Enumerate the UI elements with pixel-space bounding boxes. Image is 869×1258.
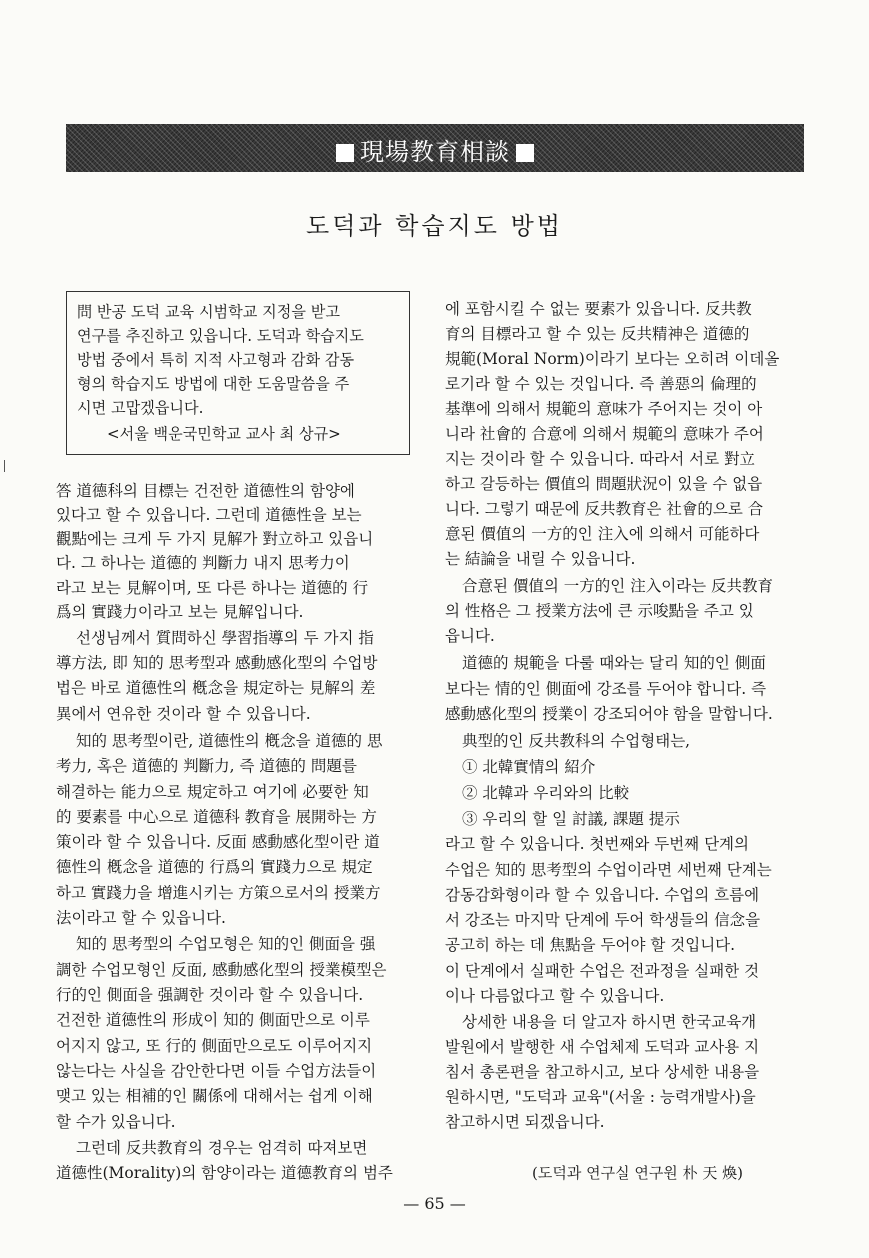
author-signature: (도덕과 연구실 연구원 朴 天 煥) — [532, 1164, 743, 1182]
answer-line: 道德的 規範을 다룰 때와는 달리 知的인 側面 — [462, 654, 766, 672]
answer-line: 원하시면, "도덕과 교육"(서울 : 능력개발사)을 — [445, 1088, 756, 1106]
answer-line: 공고히 하는 데 焦點을 두어야 할 것입니다. — [445, 936, 736, 954]
answer-line: 있다고 할 수 있읍니다. 그런데 道德性을 보는 — [56, 506, 362, 524]
banner-title: 現場教育相談 — [66, 132, 804, 167]
answer-line: 觀點에는 크게 두 가지 見解가 對立하고 있읍니 — [56, 530, 374, 548]
answer-line: 라고 보는 見解이며, 또 다른 하나는 道德的 行 — [56, 579, 369, 597]
question-line: 방법 중에서 특히 지적 사고형과 감화 감동 — [77, 351, 355, 369]
answer-line: 意된 價值의 一方的인 注入에 의해서 可能하다 — [445, 525, 760, 543]
answer-line: 다. 그 하나는 道德的 判斷力 내지 思考力이 — [56, 554, 350, 572]
answer-line: 는 結論을 내릴 수 있읍니다. — [445, 550, 636, 568]
answer-line: 하고 갈등하는 價值의 問題狀況이 있을 수 없읍 — [445, 475, 763, 493]
answer-line: 니라 社會的 合意에 의해서 規範의 意味가 주어 — [445, 425, 764, 443]
answer-line: 법은 바로 道德性의 槪念을 規定하는 見解의 差 — [56, 679, 376, 697]
square-bullet-icon — [516, 144, 534, 162]
answer-line: 할 수가 있읍니다. — [56, 1113, 176, 1131]
answer-line: 보다는 情的인 側面에 강조를 두어야 합니다. 즉 — [445, 680, 767, 698]
answer-line: 지는 것이라 할 수 있읍니다. 따라서 서로 對立 — [445, 450, 755, 468]
answer-line: 規範(Moral Norm)이라기 보다는 오히려 이데올 — [445, 350, 780, 368]
square-bullet-icon — [336, 144, 354, 162]
answer-line: 育의 目標라고 할 수 있는 反共精神은 道德的 — [445, 325, 750, 343]
section-banner — [66, 124, 804, 172]
answer-line: 知的 思考型이란, 道德性의 槪念을 道德的 思 — [76, 732, 383, 750]
answer-line: 合意된 價值의 一方的인 注入이라는 反共教育 — [462, 577, 774, 595]
answer-line: 異에서 연유한 것이라 할 수 있읍니다. — [56, 705, 311, 723]
answer-line: 상세한 내용을 더 알고자 하시면 한국교육개 — [462, 1013, 757, 1031]
list-item: ③ 우리의 할 일 討議, 課題 提示 — [462, 810, 680, 828]
answer-line: 침서 총론편을 참고하시고, 보다 상세한 내용을 — [445, 1063, 760, 1081]
answer-line: 答 道德科의 目標는 건전한 道德性의 함양에 — [56, 482, 355, 500]
question-line: 問 반공 도덕 교육 시범학교 지정을 받고 — [77, 303, 341, 321]
answer-line: 그런데 反共教育의 경우는 엄격히 따져보면 — [76, 1139, 368, 1157]
answer-line: 선생님께서 質問하신 學習指導의 두 가지 指 — [76, 629, 374, 647]
question-author: <서울 백운국민학교 교사 최 상규> — [107, 425, 341, 443]
answer-line: 로기라 할 수 있는 것입니다. 즉 善惡의 倫理的 — [445, 375, 757, 393]
answer-line: 的 要素를 中心으로 道德科 教育을 展開하는 方 — [56, 808, 377, 826]
answer-line: 法이라고 할 수 있읍니다. — [56, 909, 226, 927]
answer-line: 에 포함시킬 수 없는 要素가 있읍니다. 反共教 — [445, 300, 752, 318]
article-title: 도덕과 학습지도 방법 — [306, 212, 563, 240]
question-line: 연구를 추진하고 있읍니다. 도덕과 학습지도 — [77, 327, 364, 345]
answer-line: 라고 할 수 있읍니다. 첫번째와 두번째 단계의 — [445, 835, 750, 853]
answer-line: 의 性格은 그 授業方法에 큰 示唆點을 주고 있 — [445, 602, 754, 620]
answer-line: 감동감화형이라 할 수 있읍니다. 수업의 흐름에 — [445, 886, 760, 904]
answer-line: 니다. 그렇기 때문에 反共教育은 社會的으로 合 — [445, 500, 764, 518]
answer-line: 읍니다. — [445, 627, 495, 645]
answer-line: 策이라 할 수 있읍니다. 反面 感動感化型이란 道 — [56, 833, 380, 851]
answer-line: 爲의 實踐力이라고 보는 見解입니다. — [56, 603, 304, 621]
margin-mark — [4, 460, 5, 472]
answer-line: 건전한 道德性의 形成이 知的 側面만으로 이루 — [56, 1011, 370, 1029]
question-line: 형의 학습지도 방법에 대한 도움말씀을 주 — [77, 375, 350, 393]
answer-line: 발원에서 발행한 새 수업체제 도덕과 교사용 지 — [445, 1038, 760, 1056]
answer-line: 德性의 槪念을 道德的 行爲의 實踐力으로 規定 — [56, 858, 373, 876]
answer-line: 行的인 側面을 强調한 것이라 할 수 있읍니다. — [56, 986, 364, 1004]
answer-line: 考力, 혹은 道德的 判斷力, 즉 道德的 問題를 — [56, 757, 357, 775]
answer-line: 道德性(Morality)의 함양이라는 道德教育의 범주 — [56, 1164, 393, 1182]
answer-line: 導方法, 即 知的 思考型과 感動感化型의 수업방 — [56, 654, 378, 672]
answer-line: 基準에 의해서 規範의 意味가 주어지는 것이 아 — [445, 400, 763, 418]
question-line: 시면 고맙겠읍니다. — [77, 399, 204, 417]
answer-line: 이 단계에서 실패한 수업은 전과정을 실패한 것 — [445, 962, 760, 980]
answer-line: 않는다는 사실을 감안한다면 이들 수업方法들이 — [56, 1062, 377, 1080]
list-item: ① 北韓實情의 紹介 — [462, 758, 596, 776]
answer-line: 참고하시면 되겠읍니다. — [445, 1113, 605, 1131]
answer-line: 어지지 않고, 또 行的 側面만으로도 이루어지지 — [56, 1037, 373, 1055]
list-item: ② 北韓과 우리와의 比較 — [462, 784, 630, 802]
answer-line: 맺고 있는 相補的인 關係에 대해서는 쉽게 이해 — [56, 1087, 373, 1105]
answer-line: 수업은 知的 思考型의 수업이라면 세번째 단계는 — [445, 861, 772, 879]
answer-line: 해결하는 能力으로 規定하고 여기에 必要한 知 — [56, 783, 369, 801]
answer-line: 感動感化型의 授業이 강조되어야 함을 말합니다. — [445, 705, 773, 723]
answer-line: 典型的인 反共教科의 수업형태는, — [462, 732, 691, 750]
page-number: — 65 — — [403, 1194, 466, 1213]
answer-line: 서 강조는 마지막 단계에 두어 학생들의 信念을 — [445, 911, 761, 929]
answer-line: 이나 다름없다고 할 수 있읍니다. — [445, 987, 665, 1005]
answer-line: 調한 수업모형인 反面, 感動感化型의 授業模型은 — [56, 961, 387, 979]
question-box — [66, 291, 410, 455]
answer-line: 하고 實踐力을 增進시키는 方策으로서의 授業方 — [56, 884, 381, 902]
answer-line: 知的 思考型의 수업모형은 知的인 側面을 强 — [76, 935, 376, 953]
